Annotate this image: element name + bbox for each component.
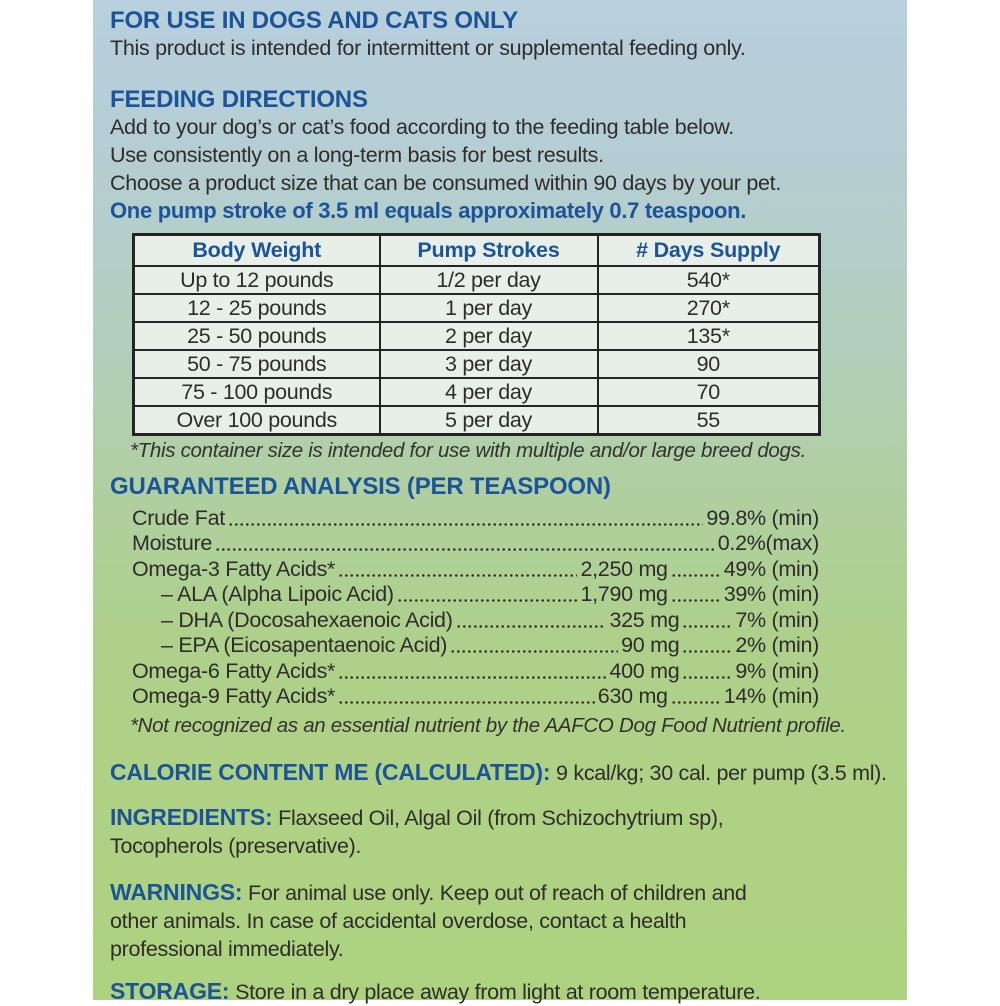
analysis-mg: 1,790 mg xyxy=(580,582,668,606)
table-row xyxy=(134,322,820,350)
analysis-percent: 14% (min) xyxy=(723,684,819,708)
table-row xyxy=(134,350,820,378)
analysis-label: Omega-6 Fatty Acids* xyxy=(132,658,336,683)
analysis-row xyxy=(132,531,819,557)
pump-stroke-note: One pump stroke of 3.5 ml equals approximately 0.7 teaspoon. xyxy=(110,198,747,223)
dot-leader xyxy=(338,700,595,705)
analysis-mg: 2,250 mg xyxy=(580,556,668,581)
ingredients-label: INGREDIENTS: xyxy=(110,804,273,830)
table-cell: 2 per day xyxy=(380,322,598,350)
analysis-label: Crude Fat xyxy=(132,505,225,530)
calorie-content-value: 9 kcal/kg; 30 cal. per pump (3.5 ml). xyxy=(556,761,887,785)
dot-leader xyxy=(215,547,715,552)
use-heading: FOR USE IN DOGS AND CATS ONLY xyxy=(110,7,519,34)
dot-leader xyxy=(671,700,721,705)
calorie-content-line xyxy=(110,758,902,787)
use-body: This product is intended for intermittent or supplemental feeding only. xyxy=(110,36,746,60)
feeding-line: Choose a product size that can be consumed within 90 days by your pet. xyxy=(110,171,781,195)
warnings-label: WARNINGS: xyxy=(110,879,243,905)
table-cell: 50 - 75 pounds xyxy=(134,350,380,378)
analysis-percent: 7% (min) xyxy=(735,607,819,632)
analysis-label: Moisture xyxy=(132,531,213,555)
dot-leader xyxy=(450,649,618,654)
analysis-label: Omega-3 Fatty Acids* xyxy=(132,556,336,581)
analysis-percent: 2% (min) xyxy=(735,633,819,657)
analysis-row xyxy=(132,684,819,710)
analysis-row xyxy=(132,607,819,633)
ingredients-line xyxy=(110,803,790,860)
dot-leader xyxy=(682,624,732,629)
dot-leader xyxy=(671,598,721,603)
analysis-row xyxy=(132,505,819,531)
table-cell: 270* xyxy=(598,294,820,322)
feeding-table xyxy=(132,233,821,436)
analysis-percent: 39% (min) xyxy=(723,582,819,606)
table-cell: 540* xyxy=(598,266,820,294)
table-cell: 25 - 50 pounds xyxy=(134,322,380,350)
warnings-value: For animal use only. Keep out of reach of children and other animals. In case of accidental overdose, contact a health professional immediately. xyxy=(110,881,747,961)
table-cell: 135* xyxy=(598,322,820,350)
analysis-label: – DHA (Docosahexaenoic Acid) xyxy=(161,607,453,632)
table-cell: 1 per day xyxy=(380,294,598,322)
analysis-percent: 49% (min) xyxy=(723,556,819,581)
warnings-line xyxy=(110,878,765,963)
analysis-label: – ALA (Alpha Lipoic Acid) xyxy=(161,582,394,606)
table-cell: 70 xyxy=(598,378,820,406)
analysis-label: – EPA (Eicosapentaenoic Acid) xyxy=(161,633,448,657)
storage-label: STORAGE: xyxy=(110,978,230,1004)
analysis-percent: 99.8% (min) xyxy=(706,505,819,530)
table-footnote: *This container size is intended for use with multiple and/or large breed dogs. xyxy=(130,439,806,462)
feeding-line: Add to your dog’s or cat’s food according to the feeding table below. xyxy=(110,115,734,139)
table-cell: 5 per day xyxy=(380,406,598,435)
analysis-row xyxy=(132,556,819,582)
guaranteed-analysis-list xyxy=(132,505,819,709)
analysis-footnote: *Not recognized as an essential nutrient by the AAFCO Dog Food Nutrient profile. xyxy=(130,714,846,737)
dot-leader xyxy=(397,598,578,603)
table-cell: Up to 12 pounds xyxy=(134,266,380,294)
table-cell: 1/2 per day xyxy=(380,266,598,294)
calorie-content-label: CALORIE CONTENT ME (CALCULATED): xyxy=(110,759,551,785)
dot-leader xyxy=(671,573,721,578)
label-panel xyxy=(93,0,907,1004)
dot-leader xyxy=(338,675,606,680)
table-cell: 90 xyxy=(598,350,820,378)
analysis-mg: 325 mg xyxy=(609,607,680,632)
storage-value: Store in a dry place away from light at room temperature. xyxy=(235,980,761,1004)
analysis-row xyxy=(132,582,819,608)
table-cell: Over 100 pounds xyxy=(134,406,380,435)
table-cell: 75 - 100 pounds xyxy=(134,378,380,406)
analysis-mg: 630 mg xyxy=(597,684,668,708)
storage-line xyxy=(110,977,902,1006)
analysis-mg: 400 mg xyxy=(609,658,680,683)
table-row xyxy=(134,378,820,406)
analysis-label: Omega-9 Fatty Acids* xyxy=(132,684,336,708)
guaranteed-analysis-heading: GUARANTEED ANALYSIS (PER TEASPOON) xyxy=(110,473,611,500)
column-header-days-supply: # Days Supply xyxy=(598,235,820,267)
dot-leader xyxy=(228,522,703,527)
column-header-body-weight: Body Weight xyxy=(134,235,380,267)
analysis-percent: 9% (min) xyxy=(735,658,819,683)
ingredients-value: Flaxseed Oil, Algal Oil (from Schizochytrium sp), Tocopherols (preservative). xyxy=(110,806,724,858)
dot-leader xyxy=(338,573,577,578)
analysis-percent: 0.2%(max) xyxy=(717,531,819,555)
table-cell: 3 per day xyxy=(380,350,598,378)
analysis-mg: 90 mg xyxy=(621,633,680,657)
feeding-line: Use consistently on a long-term basis for best results. xyxy=(110,143,604,167)
dot-leader xyxy=(682,649,732,654)
table-row xyxy=(134,266,820,294)
analysis-row xyxy=(132,633,819,659)
column-header-pump-strokes: Pump Strokes xyxy=(380,235,598,267)
table-row xyxy=(134,406,820,435)
dot-leader xyxy=(456,624,607,629)
analysis-row xyxy=(132,658,819,684)
label-content xyxy=(93,0,907,1006)
table-cell: 12 - 25 pounds xyxy=(134,294,380,322)
dot-leader xyxy=(682,675,732,680)
table-cell: 55 xyxy=(598,406,820,435)
feeding-table-header-row xyxy=(134,235,820,267)
table-cell: 4 per day xyxy=(380,378,598,406)
feeding-heading: FEEDING DIRECTIONS xyxy=(110,86,368,113)
table-row xyxy=(134,294,820,322)
